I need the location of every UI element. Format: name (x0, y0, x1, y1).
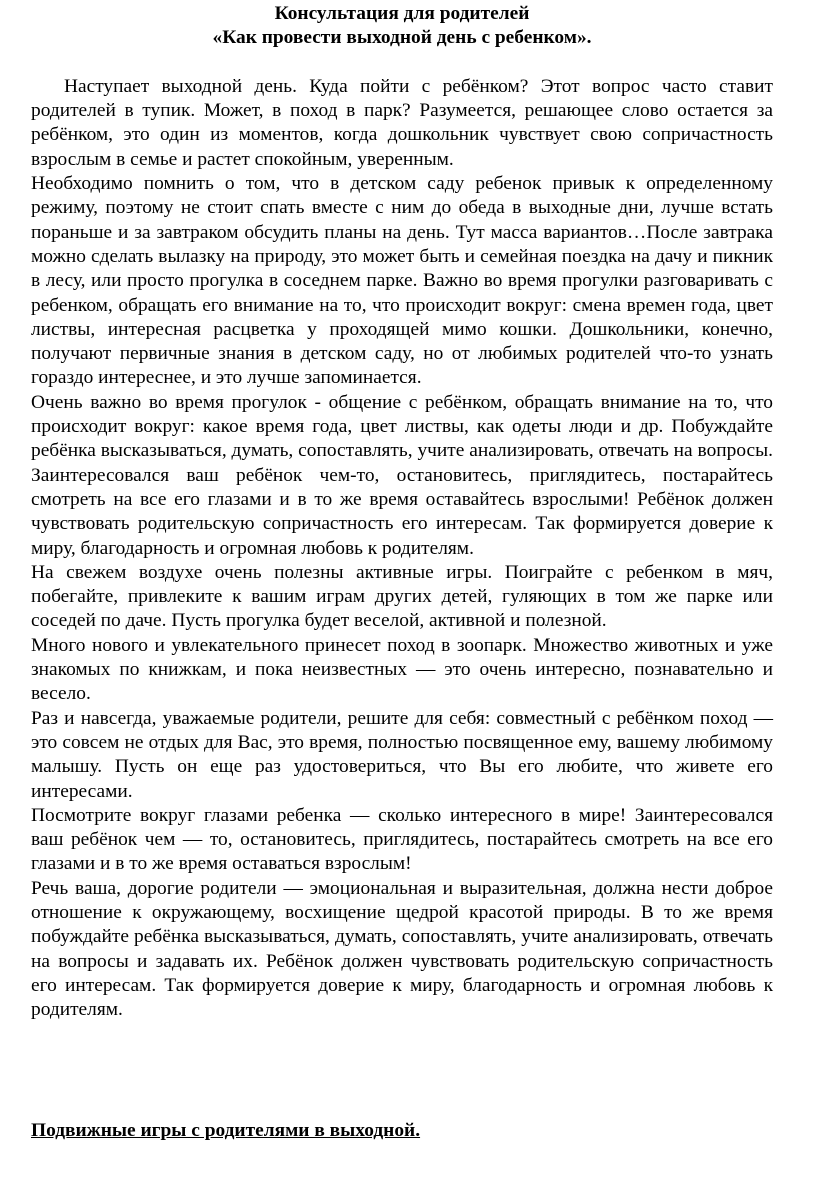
document-title-line-2: «Как провести выходной день с ребенком». (212, 27, 592, 49)
paragraph-zoo: Много нового и увлекательного принесет поход в зоопарк. Множество животных и уже знакомых по книжкам, и пока неизвестных — это очень интересно, познавательно и весело. (31, 634, 773, 705)
paragraph-dedicated-time: Раз и навсегда, уважаемые родители, решите для себя: совместный с ребёнком поход — это совсем не отдых для Вас, это время, полностью посвященное ему, вашему любимому малышу. Пусть он еще раз удостовериться, что Вы его любите, что живете его интересами. (31, 707, 773, 802)
paragraph-speech: Речь ваша, дорогие родители — эмоциональная и выразительная, должна нести доброе отношение к окружающему, восхищение щедрой красотой природы. В то же время побуждайте ребёнка высказываться, думать, сопоставлять, учите анализировать, отвечать на вопросы и задавать их. Ребёнок должен чувствовать родительскую сопричастность его интересам. Так формируется доверие к миру, благодарность и огромная любовь к родителям. (31, 877, 773, 1021)
section-spacer (31, 1022, 773, 1119)
paragraph-active-games: На свежем воздухе очень полезны активные игры. Поиграйте с ребенком в мяч, побегайте, привлеките к вашим играм других детей, гуляющих в том же парке или соседей по даче. Пусть прогулка будет веселой, активной и полезной. (31, 561, 773, 632)
paragraph-child-eyes: Посмотрите вокруг глазами ребенка — сколько интересного в мире! Заинтересовался ваш ребёнок чем — то, остановитесь, приглядитесь, постарайтесь смотреть на все его глазами и в то же время оставаться взрослым! (31, 804, 773, 875)
section-heading: Подвижные игры с родителями в выходной. (31, 1120, 421, 1142)
paragraph-communication: Очень важно во время прогулок - общение с ребёнком, обращать внимание на то, что происходит вокруг: какое время года, цвет листвы, как одеты люди и др. Побуждайте ребёнка высказываться, думать, сопоставлять, учите анализировать, отвечать на вопросы. Заинтересовался ваш ребёнок чем-то, остановитесь, приглядитесь, постарайтесь смотреть на все его глазами и в то же время оставайтесь взрослыми! Ребёнок должен чувствовать родительскую сопричастность его интересам. Так формируется доверие к миру, благодарность и огромная любовь к родителям. (31, 391, 773, 559)
document-title-line-1: Консультация для родителей (274, 3, 530, 24)
title-spacer (31, 51, 773, 75)
paragraph-intro: Наступает выходной день. Куда пойти с ребёнком? Этот вопрос часто ставит родителей в тупик. Может, в поход в парк? Разумеется, решающее слово остается за ребёнком, это один из моментов, когда дошкольник чувствует свою сопричастность взрослым в семье и растет спокойным, уверенным. (31, 75, 773, 170)
paragraph-daily-routine: Необходимо помнить о том, что в детском саду ребенок привык к определенному режиму, поэтому не стоит спать вместе с ним до обеда в выходные дни, лучше встать пораньше и за завтраком обсудить планы на день. Тут масса вариантов…После завтрака можно сделать вылазку на природу, это может быть и семейная поездка на дачу и пикник в лесу, или просто прогулка в соседнем парке. Важно во время прогулки разговаривать с ребенком, обращать его внимание на то, что происходит вокруг: смена времен года, цвет листвы, интересная расцветка у проходящей мимо кошки. Дошкольники, конечно, получают первичные знания в детском саду, но от любимых родителей что-то узнать гораздо интереснее, и это лучше запоминается. (31, 173, 773, 389)
